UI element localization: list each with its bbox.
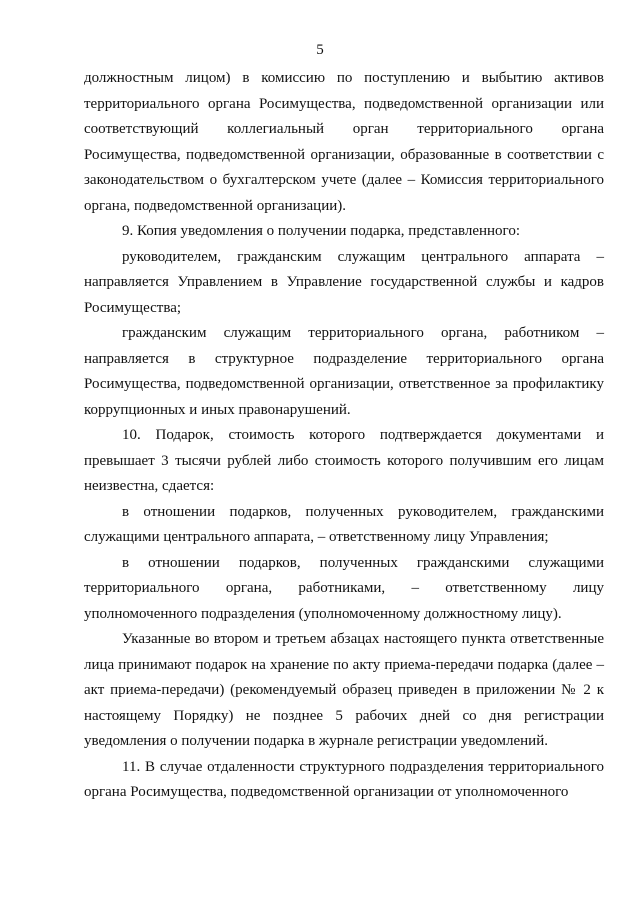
paragraph-item-10-acceptance: Указанные во втором и третьем абзацах настоящего пункта ответственные лица принимают подарок на хранение по акту приема-передачи подарка (далее – акт приема-передачи) (рекомендуемый образец приведен в приложении № 2 к настоящему Порядку) не позднее 5 рабочих дней со дня регистрации уведомления о получении подарка в журнале регистрации уведомлений. [84,631,604,749]
paragraph-item-10: 10. Подарок, стоимость которого подтверждается документами и превышает 3 тысячи рублей либо стоимость которого получившим его лицам неизвестна, сдается: [84,427,604,494]
paragraph-item-9: 9. Копия уведомления о получении подарка, представленного: [122,223,521,239]
page-number: 5 [316,42,324,58]
paragraph-item-9-territorial-staff: гражданским служащим территориального органа, работником – направляется в структурное подразделение территориального органа Росимущества, подведомственной организации, ответственное за профилактику коррупционных и иных правонарушений. [84,325,604,418]
paragraph-item-11: 11. В случае отдаленности структурного подразделения территориального органа Росимущества, подведомственной организации от уполномоченного [84,758,604,800]
paragraph-item-10-territorial: в отношении подарков, полученных гражданскими служащими территориального органа, работниками, – ответственному лицу уполномоченного подразделения (уполномоченному должностному лицу). [84,554,604,622]
paragraph-item-9-head-staff: руководителем, гражданским служащим центрального аппарата – направляется Управлением в Управление государственной службы и кадров Росимущества; [84,248,604,316]
document-body [84,66,604,806]
paragraph-continuation: должностным лицом) в комиссию по поступлению и выбытию активов территориального органа Росимущества, подведомственной организации или соответствующий коллегиальный орган территориального органа Росимущества, подведомственной организации, образованные в соответствии с законодательством о бухгалтерском учете (далее – Комиссия территориального органа, подведомственной организации). [84,70,604,214]
paragraph-item-10-central: в отношении подарков, полученных руководителем, гражданскими служащими центрального аппарата, – ответственному лицу Управления; [84,503,604,545]
